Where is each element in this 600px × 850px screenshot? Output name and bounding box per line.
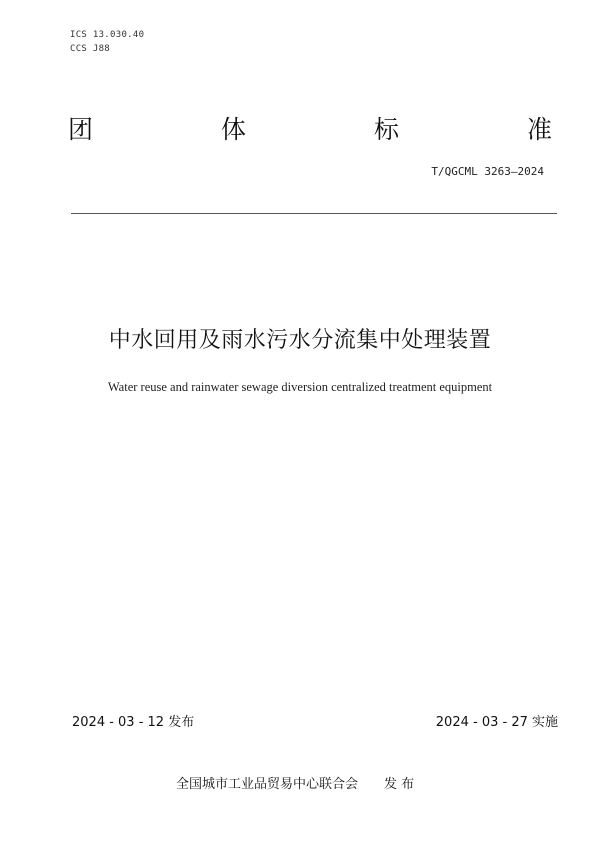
- issuer-name: 全国城市工业品贸易中心联合会: [176, 777, 359, 792]
- document-title-chinese: 中水回用及雨水污水分流集中处理装置: [108, 328, 492, 353]
- standard-type-char: 团: [68, 115, 94, 144]
- standard-type-heading: [68, 112, 552, 148]
- standard-type-char: 体: [220, 115, 246, 144]
- issuing-organization: [176, 776, 414, 794]
- issuer-action: 发 布: [384, 777, 415, 792]
- issue-date: 2024 - 03 - 12 发布: [72, 715, 195, 730]
- standard-type-char: 标: [373, 115, 399, 144]
- standard-number: T/QGCML 3263—2024: [431, 165, 544, 178]
- document-title-english: Water reuse and rainwater sewage diversion centralized treatment equipment: [107, 380, 493, 394]
- implementation-date: 2024 - 03 - 27 实施: [435, 715, 558, 730]
- ccs-code: CCS J88: [70, 44, 111, 54]
- classification-codes: [70, 28, 144, 56]
- header-divider: [71, 213, 557, 214]
- ics-code: ICS 13.030.40: [70, 30, 145, 40]
- standard-type-char: 准: [526, 115, 552, 144]
